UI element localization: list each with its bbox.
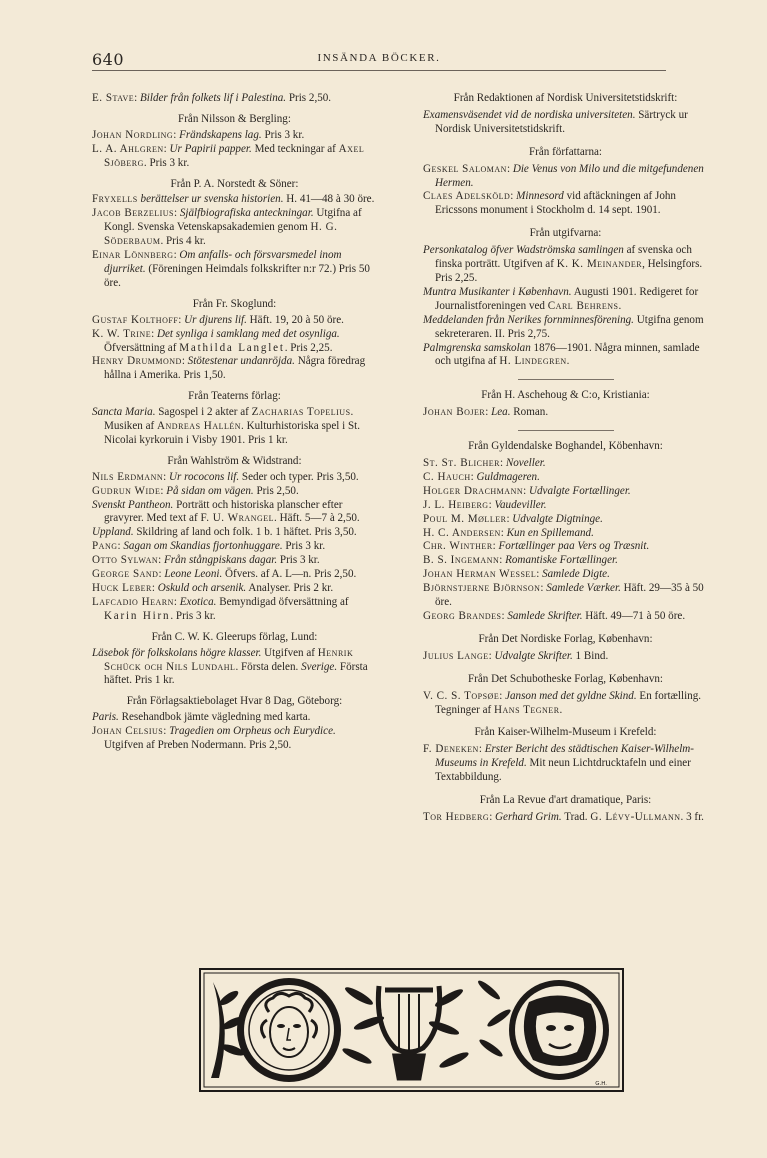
book-title: Meddelanden från Nerikes fornminnesförening.: [423, 313, 634, 326]
book-entry: [423, 342, 708, 370]
book-entry: Georg Brandes: Samlede Skrifter. Häft. 49—71 à 50 öre.: [423, 610, 686, 622]
book-title: Ur djurens lif.: [184, 313, 247, 326]
entry-text: En fortælling. Tegninger af: [435, 689, 702, 716]
book-title: Udvalgte Skrifter.: [494, 649, 573, 662]
divider: [518, 430, 614, 431]
entry-text: Pris 3 kr.: [264, 128, 305, 141]
entry-text: Jacob Berzelius: [92, 207, 174, 220]
book-title: Frändskapens lag.: [179, 128, 262, 141]
book-entry: [92, 499, 377, 527]
publisher-heading: Från Det Schubotheske Forlag, København:: [467, 672, 664, 685]
book-entry: Henry Drummond: Stötestenar undanröjda. Några föredrag hållna i Amerika. Pris 1,50.: [92, 355, 366, 382]
entry-text: Georg Brandes: [423, 610, 502, 622]
book-entry: Einar Lönnberg: Om anfalls- och försvarsmedel inom djurriket. (Föreningen Heimdals folkskrifter n:r 72.) Pris 50 öre.: [92, 249, 370, 289]
book-entry: E. Stave: Bilder från folkets lif i Palestina. Pris 2,50.: [92, 92, 332, 104]
publisher-heading: Från Nilsson & Bergling:: [178, 112, 291, 125]
entry-text: E. Stave: [92, 92, 135, 104]
book-title: Die Venus von Milo und die mitgefundenen Hermen.: [435, 162, 704, 189]
entry-text: Geskel Saloman: [423, 162, 507, 175]
book-entry: [92, 647, 377, 689]
entry-text: , Helsingfors. Pris 2,25.: [435, 258, 703, 284]
book-title: Fortællinger paa Vers og Træsnit.: [498, 540, 650, 553]
left-column: [92, 92, 377, 753]
entry-text: Nils Erdmann: [92, 470, 164, 483]
entry-text: Bemyndigad öfversättning af: [219, 595, 349, 608]
publisher-heading: Från Redaktionen af Nordisk Universitetstidskrift:: [453, 92, 678, 104]
publisher-heading: Från La Revue d'art dramatique, Paris:: [479, 794, 652, 807]
entry-text: B. S. Ingemann: [423, 554, 500, 567]
book-title: Leone Leoni.: [164, 568, 223, 581]
entry-text: .: [566, 355, 570, 368]
page-header: [92, 50, 666, 71]
book-entry: B. S. Ingemann: Romantiske Fortællinger.: [423, 554, 618, 567]
entry-text: H. C. Andersen: [423, 526, 501, 539]
book-entry: Lafcadio Hearn: Exotica. Bemyndigad öfversättning af Karin Hirn. Pris 3 kr.: [92, 595, 349, 622]
publisher-heading: Från Gyldendalske Boghandel, Köbenhavn:: [468, 440, 663, 453]
book-entry: [92, 711, 377, 725]
book-title: Vaudeviller.: [494, 498, 547, 511]
book-title: Ur rococons lif.: [168, 470, 240, 483]
entry-text: Med teckningar af: [254, 142, 336, 155]
entry-text: F. U. Wrangel: [200, 512, 275, 525]
entry-text: . Pris 4 kr.: [160, 235, 206, 248]
book-title: Lea.: [491, 406, 511, 419]
book-title: Paris.: [92, 711, 119, 724]
entry-text: .: [559, 703, 563, 716]
book-entry: [92, 526, 377, 540]
book-entry: C. Hauch: Guldmageren.: [423, 470, 540, 483]
entry-text: Pris 3 kr.: [279, 554, 320, 567]
book-title: Från stångpiskans dagar.: [164, 554, 278, 567]
book-entry: K. W. Trine: Det synliga i samklang med det osynliga. Öfversättning af Mathilda Langlet. Pris 2,25.: [92, 327, 340, 354]
entry-text: Andreas Hallén: [157, 420, 242, 433]
entry-text: Johan Bojer: [423, 406, 486, 419]
entry-text: C. Hauch: [423, 470, 471, 483]
entry-text: . Häft. 5—7 à 2,50.: [274, 512, 360, 525]
entry-text: Pris 3 kr.: [285, 540, 326, 553]
book-title: Tragedien om Orpheus och Eurydice.: [169, 725, 336, 738]
entry-text: H. G. Söderbaum: [104, 221, 338, 248]
book-entry: V. C. S. Topsøe: Janson med det gyldne Skind. En fortælling. Tegninger af Hans Tegner.: [423, 689, 702, 716]
book-entry: L. A. Ahlgren: Ur Papirii papper. Med teckningar af Axel Sjöberg. Pris 3 kr.: [92, 142, 365, 169]
book-entry: Pang: Sagan om Skandias fjortonhuggare. Pris 3 kr.: [92, 540, 326, 553]
book-title: Exotica.: [179, 595, 217, 608]
book-entry: H. C. Andersen: Kun en Spillemand.: [423, 526, 594, 539]
entry-text: af svenska och finska porträtt. Utgifven af: [435, 244, 692, 271]
page-number: 640: [92, 50, 125, 69]
entry-text: .: [618, 299, 622, 312]
entry-text: H. 41—48 à 30 öre.: [286, 193, 375, 206]
entry-text: St. St. Blicher: [423, 457, 500, 470]
entry-text: Utgifna genom sekreteraren. II. Pris 2,75.: [435, 313, 704, 340]
book-title: Det synliga i samklang med det osynliga.: [156, 327, 340, 340]
book-entry: [423, 314, 708, 342]
entry-text: Einar Lönnberg: [92, 249, 174, 262]
book-title: Kun en Spillemand.: [506, 526, 594, 539]
entry-text: Några föredrag hållna i Amerika. Pris 1,50.: [104, 355, 366, 382]
book-title: Minnesord: [516, 190, 564, 203]
publisher-heading: Från utgifvarna:: [529, 227, 602, 240]
entry-text: Huck Leber: [92, 582, 152, 594]
entry-text: K. W. Trine: [92, 327, 152, 340]
book-title: Sancta Maria.: [92, 406, 156, 419]
publisher-heading: Från C. W. K. Gleerups förlag, Lund:: [151, 630, 318, 643]
entry-text: Axel Sjöberg: [104, 142, 365, 169]
entry-text: . Pris 3 kr.: [170, 609, 216, 622]
entry-text: Lafcadio Hearn: [92, 595, 174, 608]
publisher-heading: Från Fr. Skoglund:: [192, 297, 277, 310]
publisher-heading: Från författarna:: [529, 145, 602, 158]
entry-text: Hans Tegner: [494, 703, 560, 716]
book-title: Oskuld och arsenik.: [157, 582, 247, 594]
book-entry: Holger Drachmann: Udvalgte Fortællinger.: [423, 484, 631, 497]
publisher-heading: Från P. A. Norstedt & Söner:: [170, 177, 299, 190]
entry-text: Chr. Winther: [423, 540, 493, 553]
entry-text: Porträtt och historiska planscher efter gravyrer. Med text af: [104, 498, 343, 525]
book-entry: Johan Herman Wessel: Samlede Digte.: [423, 568, 610, 581]
entry-text: L. A. Ahlgren: [92, 142, 164, 155]
entry-text: F. Deneken: [423, 743, 479, 756]
entry-text: Johan Celsius: [92, 725, 164, 738]
book-entry: [423, 286, 708, 314]
book-title: Gerhard Grim.: [495, 810, 562, 823]
publisher-heading: Från Wahlström & Widstrand:: [167, 454, 302, 467]
publisher-heading: Från Förlagsaktiebolaget Hvar 8 Dag, Göteborg:: [126, 695, 343, 708]
book-title: Sagan om Skandias fjortonhuggare.: [123, 540, 283, 553]
book-title: Udvalgte Fortællinger.: [529, 484, 631, 497]
book-title: Läsebok för folkskolans högre klasser.: [92, 646, 262, 659]
book-title: berättelser ur svenska historien.: [140, 193, 284, 206]
entry-text: Johan Herman Wessel: [423, 568, 537, 581]
entry-text: G. Lévy-Ullmann: [590, 810, 681, 823]
entry-text: Gustaf Kolthoff: [92, 313, 179, 326]
book-entry: Tor Hedberg: Gerhard Grim. Trad. G. Lévy-Ullmann. 3 fr.: [423, 810, 704, 823]
entry-text: Mathilda Langlet: [179, 341, 285, 354]
book-title: Uppland.: [92, 526, 134, 539]
book-entry: Otto Sylwan: Från stångpiskans dagar. Pris 3 kr.: [92, 554, 320, 567]
entry-text: Carl Behrens: [547, 299, 619, 312]
entry-text: . Pris 2,25.: [284, 341, 333, 354]
book-entry: Julius Lange: Udvalgte Skrifter. 1 Bind.: [423, 649, 609, 662]
entry-text: . Kulturhistoriska spel i St. Nicolai kyrkoruin i Visby 1901. Pris 1 kr.: [104, 420, 360, 446]
book-entry: Chr. Winther: Fortællinger paa Vers og Træsnit.: [423, 540, 650, 553]
entry-text: 1 Bind.: [575, 649, 609, 662]
book-title: Examensväsendet vid de nordiska universiteten.: [423, 108, 636, 121]
entry-text: Analyser. Pris 2 kr.: [248, 582, 334, 594]
book-title: Bilder från folkets lif i Palestina.: [140, 92, 287, 104]
entry-text: Sagospel i 2 akter af: [158, 406, 249, 419]
publisher-heading: Från Det Nordiske Forlag, København:: [478, 632, 653, 645]
publisher-heading: Från Teaterns förlag:: [188, 390, 281, 403]
entry-text: (Föreningen Heimdals folkskrifter n:r 72.) Pris 50 öre.: [104, 262, 370, 289]
publisher-heading: Från H. Aschehoug & C:o, Kristiania:: [481, 389, 650, 402]
book-title: Guldmageren.: [476, 470, 540, 483]
entry-text: Julius Lange: [423, 649, 489, 662]
entry-text: H. Lindegren: [499, 355, 567, 368]
book-title: Svenskt Pantheon.: [92, 498, 174, 511]
entry-text: . Pris 3 kr.: [143, 156, 190, 169]
book-entry: Jacob Berzelius: Själfbiografiska anteckningar. Utgifna af Kongl. Svenska Vetenskapsakademien genom H. G. Söderbaum. Pris 4 kr.: [92, 207, 362, 248]
book-title: Personkatalog öfver Wadströmska samlingen: [423, 244, 624, 257]
entry-text: 1876—1901. Några minnen, samlade och utgifna af: [435, 341, 700, 368]
book-entry: Johan Bojer: Lea. Roman.: [423, 406, 549, 419]
book-entry: George Sand: Leone Leoni. Öfvers. af A. L—n. Pris 2,50.: [92, 568, 357, 581]
book-entry: F. Deneken: Erster Bericht des städtischen Kaiser-Wilhelm-Museums in Krefeld. Mit neun Lichtdrucktafeln und einer Textabbildung.: [423, 743, 694, 784]
book-entry: Geskel Saloman: Die Venus von Milo und die mitgefundenen Hermen.: [423, 162, 704, 189]
entry-text: Första häftet. Pris 1 kr.: [104, 660, 368, 687]
running-head: INSÄNDA BÖCKER.: [317, 52, 441, 64]
book-entry: Gustaf Kolthoff: Ur djurens lif. Häft. 19, 20 à 50 öre.: [92, 313, 344, 326]
entry-text: vid aftäckningen af John Ericssons monument i Stockholm d. 14 sept. 1901.: [435, 190, 676, 217]
entry-text: Poul M. Møller: [423, 512, 507, 525]
entry-text: Trad.: [564, 810, 588, 823]
book-entry: Poul M. Møller: Udvalgte Digtninge.: [423, 512, 603, 525]
entry-text: V. C. S. Topsøe: [423, 689, 500, 702]
book-title: Själfbiografiska anteckningar.: [179, 207, 314, 220]
artist-signature: G.H.: [595, 1081, 607, 1087]
mask-and-shield-icon: [509, 980, 609, 1080]
book-entry: Nils Erdmann: Ur rococons lif. Seder och typer. Pris 3,50.: [92, 470, 359, 483]
book-title: Samlede Værker.: [546, 582, 621, 595]
entry-text: Utgifven af: [264, 646, 315, 659]
book-title: Muntra Musikanter i København.: [423, 285, 572, 298]
book-title: Janson med det gyldne Skind.: [505, 689, 637, 702]
book-entry: [423, 244, 708, 286]
book-title: Stötestenar undanröjda.: [187, 355, 295, 368]
entry-text: Gudrun Wide: [92, 484, 161, 497]
entry-text: Karin Hirn: [104, 609, 171, 622]
book-title: Sverige.: [301, 660, 338, 673]
entry-text: Augusti 1901. Redigeret for Journalistforeningen ved: [435, 285, 699, 312]
entry-text: Häft. 29—35 à 50 öre.: [435, 582, 704, 609]
book-title: Palmgrenska samskolan: [423, 341, 531, 354]
entry-text: J. L. Heiberg: [423, 498, 489, 511]
entry-text: Resehandbok jämte vägledning med karta.: [121, 711, 311, 724]
entry-text: Zacharias Topelius: [251, 406, 351, 419]
entry-text: Häft. 19, 20 à 50 öre.: [249, 313, 344, 326]
book-entry: [92, 406, 377, 448]
entry-text: Claes Adelsköld: [423, 190, 511, 203]
book-entry: Huck Leber: Oskuld och arsenik. Analyser. Pris 2 kr.: [92, 582, 334, 594]
book-entry: [423, 109, 708, 137]
book-entry: Claes Adelsköld: Minnesord vid aftäckningen af John Ericssons monument i Stockholm d. 14 sept. 1901.: [423, 190, 676, 217]
book-title: Erster Bericht des städtischen Kaiser-Wilhelm-Museums in Krefeld.: [435, 743, 694, 770]
entry-text: . Musiken af: [104, 406, 354, 433]
tailpiece-ornament: [199, 968, 624, 1092]
entry-text: Pang: [92, 540, 118, 553]
entry-text: Johan Nordling: [92, 128, 174, 141]
entry-text: K. K. Meinander: [556, 258, 643, 271]
book-entry: Björnstjerne Björnson: Samlede Værker. Häft. 29—35 à 50 öre.: [423, 582, 704, 609]
entry-text: Pris 2,50.: [256, 484, 299, 497]
entry-text: Henrik Schück och Nils Lundahl: [104, 646, 354, 673]
medusa-medallion-icon: [237, 978, 341, 1082]
entry-text: Holger Drachmann: [423, 484, 524, 497]
entry-text: . Första delen.: [235, 660, 299, 673]
entry-text: Öfvers. af A. L—n. Pris 2,50.: [225, 568, 357, 581]
book-title: Noveller.: [505, 457, 546, 470]
book-entry: Johan Celsius: Tragedien om Orpheus och Eurydice. Utgifven af Preben Nodermann. Pris 2,50.: [92, 725, 336, 752]
book-entry: St. St. Blicher: Noveller.: [423, 457, 546, 470]
book-entry: J. L. Heiberg: Vaudeviller.: [423, 498, 547, 511]
book-entry: [92, 193, 377, 207]
entry-text: Seder och typer. Pris 3,50.: [241, 470, 359, 483]
publisher-heading: Från Kaiser-Wilhelm-Museum i Krefeld:: [474, 726, 657, 739]
book-title: Udvalgte Digtninge.: [512, 512, 603, 525]
entry-text: George Sand: [92, 568, 159, 581]
entry-text: Särtryck ur Nordisk Universitetstidskrift.: [435, 108, 688, 135]
entry-text: Mit neun Lichtdrucktafeln und einer Textabbildung.: [435, 757, 691, 784]
book-title: Samlede Digte.: [542, 568, 610, 581]
entry-text: Roman.: [513, 406, 549, 419]
book-title: Om anfalls- och försvarsmedel inom djurriket.: [104, 249, 342, 275]
book-entry: Gudrun Wide: På sidan om vägen. Pris 2,50.: [92, 484, 299, 497]
entry-text: Björnstjerne Björnson: [423, 582, 541, 595]
entry-text: Skildring af land och folk. 1 b. 1 häftet. Pris 3,50.: [136, 526, 357, 539]
entry-text: . 3 fr.: [680, 810, 704, 823]
entry-text: Henry Drummond: [92, 355, 182, 368]
divider: [518, 379, 614, 380]
right-column: [423, 92, 708, 825]
entry-text: Fryxells: [92, 193, 138, 206]
book-title: Ur Papirii papper.: [169, 142, 252, 155]
book-title: Romantiske Fortællinger.: [505, 554, 618, 567]
book-title: Samlede Skrifter.: [507, 610, 583, 622]
book-title: På sidan om vägen.: [166, 484, 254, 497]
entry-text: Öfversättning af: [104, 341, 177, 354]
entry-text: Utgifna af Kongl. Svenska Vetenskapsakademien genom: [104, 207, 362, 234]
entry-text: Pris 2,50.: [288, 92, 332, 104]
entry-text: Otto Sylwan: [92, 554, 159, 567]
entry-text: Häft. 49—71 à 50 öre.: [585, 610, 686, 622]
book-entry: Johan Nordling: Frändskapens lag. Pris 3 kr.: [92, 128, 305, 141]
entry-text: Tor Hedberg: [423, 810, 490, 823]
entry-text: Utgifven af Preben Nodermann. Pris 2,50.: [104, 739, 292, 752]
